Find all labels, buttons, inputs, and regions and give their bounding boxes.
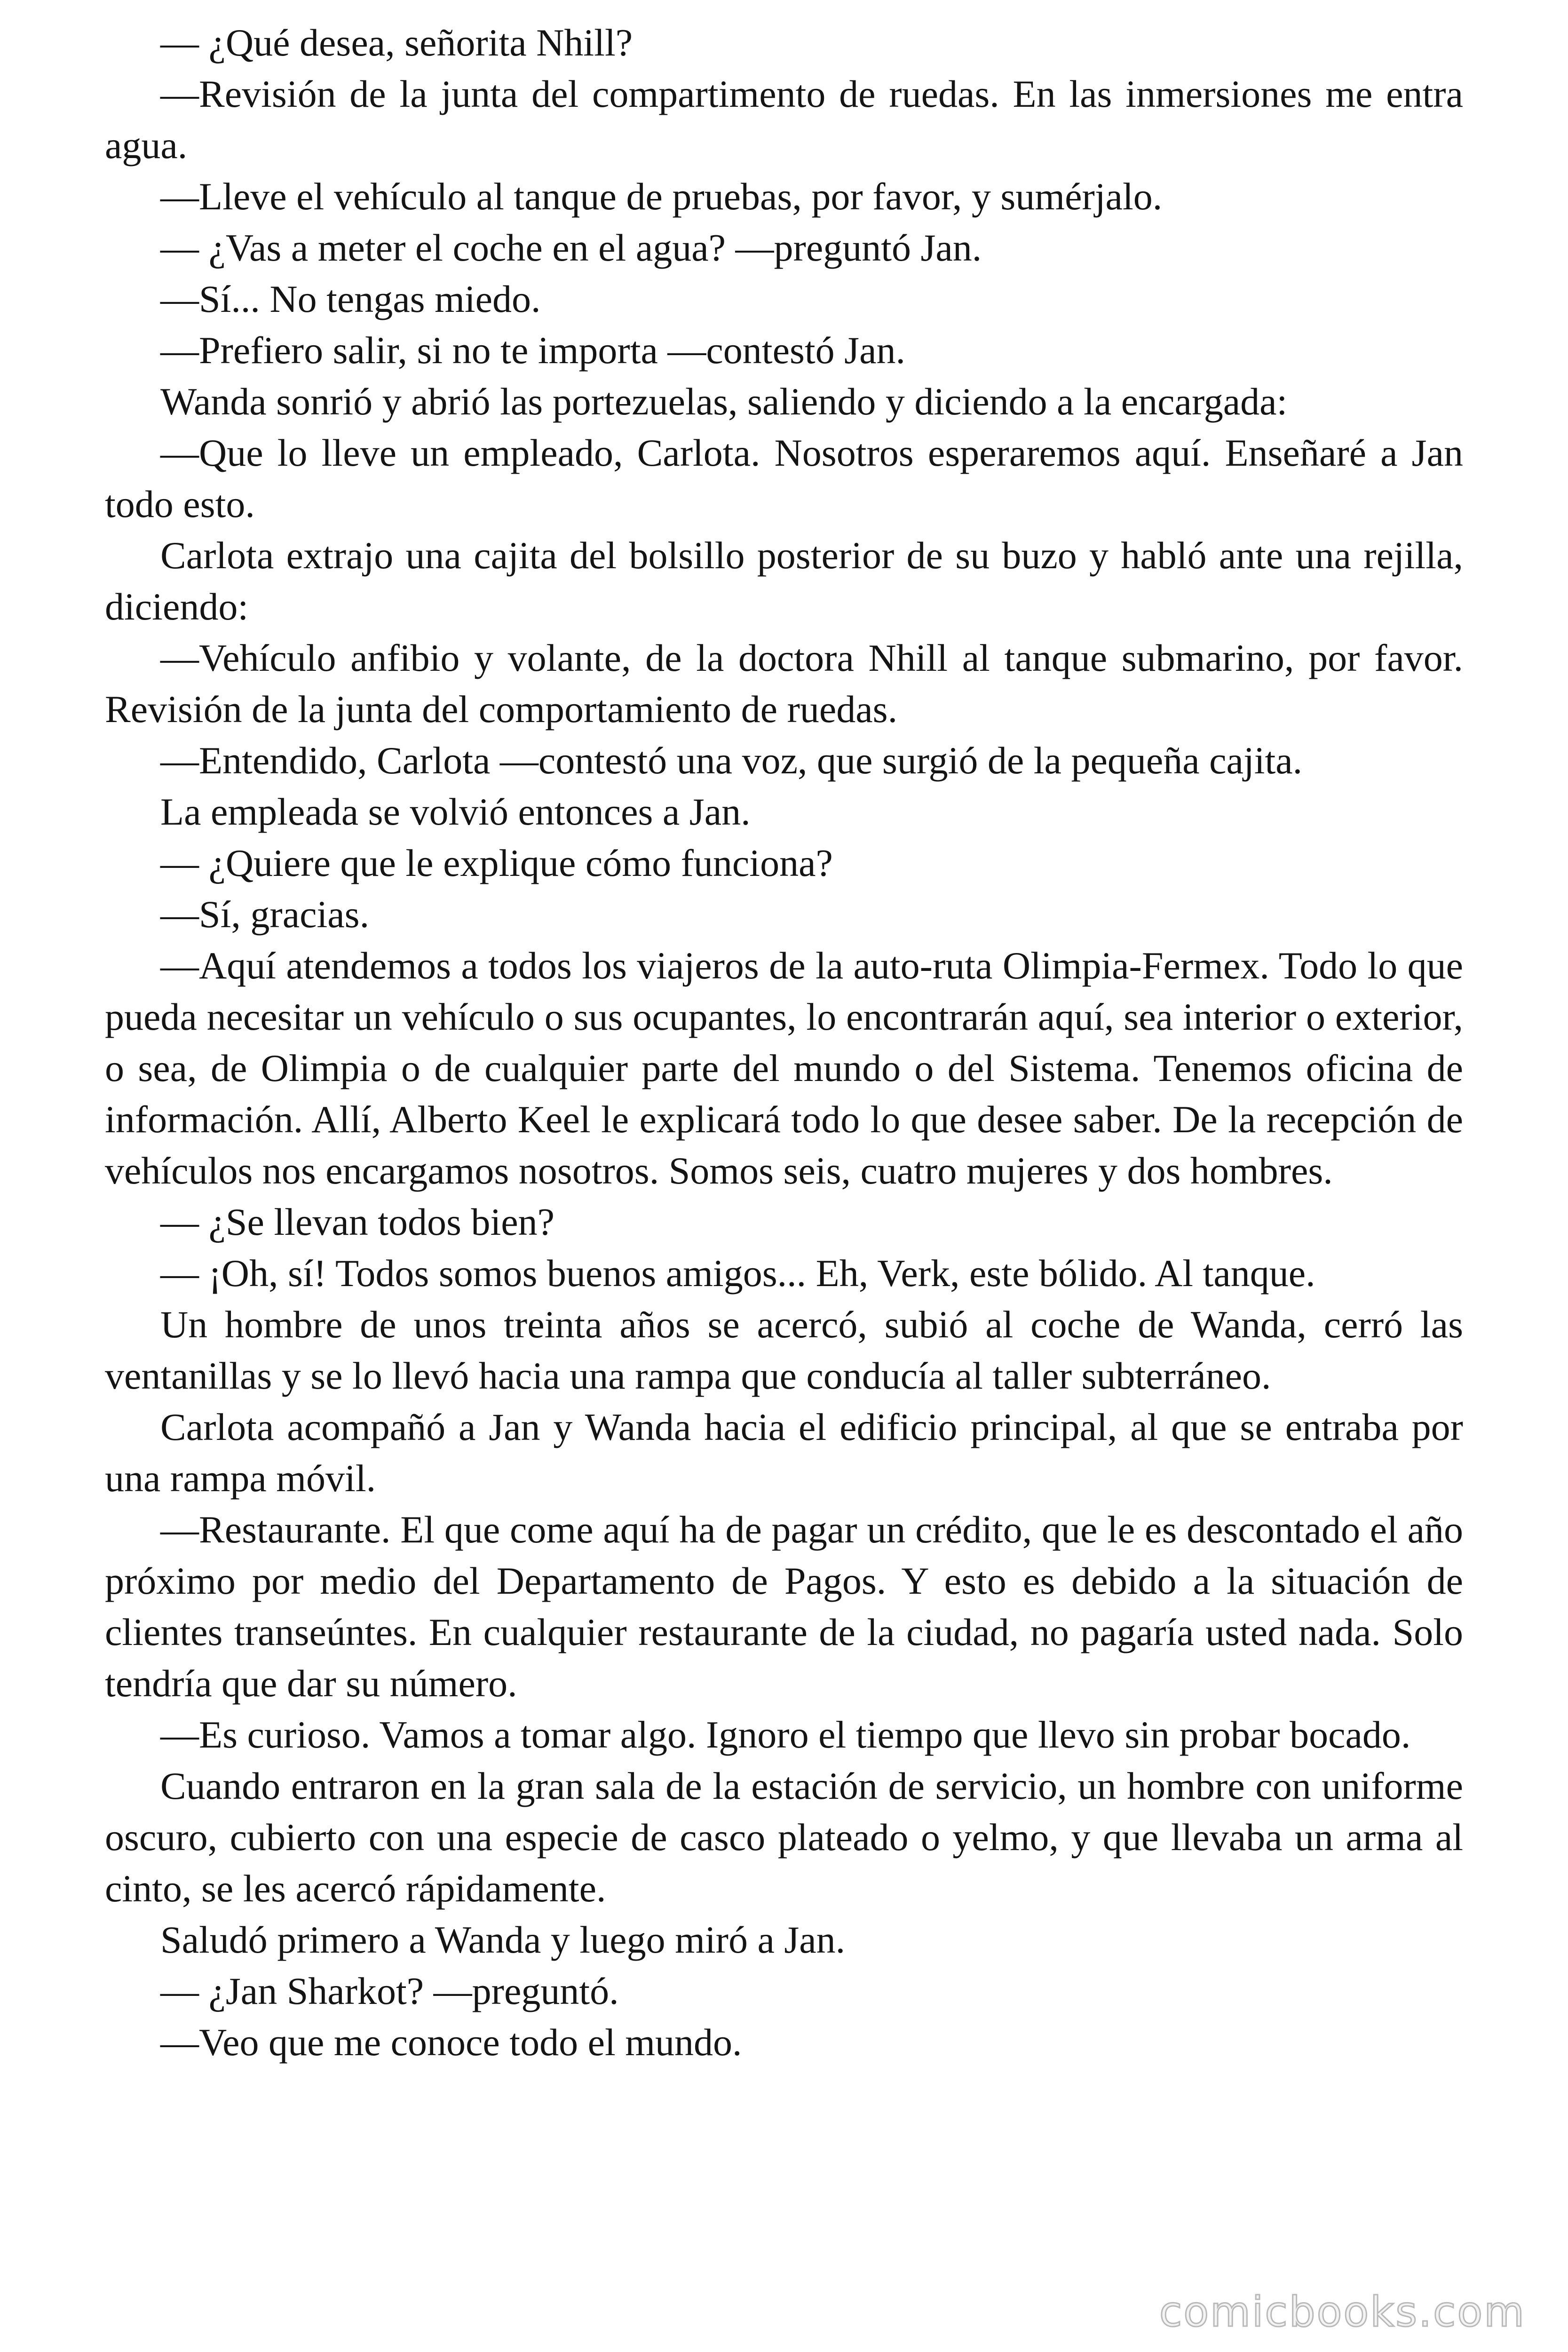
paragraph: —Vehículo anfibio y volante, de la doctora Nhill al tanque submarino, por favor. Revisión de la junta del comportamiento de ruedas. <box>105 636 1463 731</box>
paragraph: —Sí... No tengas miedo. <box>160 278 541 320</box>
paragraph: —Lleve el vehículo al tanque de pruebas, por favor, y sumérjalo. <box>160 175 1163 218</box>
paragraph: Cuando entraron en la gran sala de la estación de servicio, un hombre con uniforme oscuro, cubierto con una especie de casco plateado o yelmo, y que llevaba un arma al cinto, se les acercó rápidamente. <box>105 1764 1463 1910</box>
paragraph: Saludó primero a Wanda y luego miró a Jan. <box>160 1918 846 1961</box>
watermark-logo: comicbooks.com <box>1159 2288 1526 2336</box>
paragraph: —Que lo lleve un empleado, Carlota. Nosotros esperaremos aquí. Enseñaré a Jan todo esto. <box>105 431 1463 525</box>
paragraph: Wanda sonrió y abrió las portezuelas, saliendo y diciendo a la encargada: <box>160 380 1288 423</box>
paragraph: —Revisión de la junta del compartimento de ruedas. En las inmersiones me entra agua. <box>105 72 1463 167</box>
paragraph: Un hombre de unos treinta años se acercó, subió al coche de Wanda, cerró las ventanillas y se lo llevó hacia una rampa que conducía al taller subterráneo. <box>105 1303 1463 1397</box>
paragraph: — ¿Qué desea, señorita Nhill? <box>160 21 633 64</box>
paragraph: —Restaurante. El que come aquí ha de pagar un crédito, que le es descontado el año próximo por medio del Departamento de Pagos. Y esto es debido a la situación de clientes transeúntes. En cualquier restaurante de la ciudad, no pagaría usted nada. Solo tendría que dar su número. <box>105 1508 1463 1705</box>
paragraph: —Sí, gracias. <box>160 893 370 936</box>
paragraph: —Aquí atendemos a todos los viajeros de la auto-ruta Olimpia-Fermex. Todo lo que pueda necesitar un vehículo o sus ocupantes, lo encontrarán aquí, sea interior o exterior, o sea, de Olimpia o de cualquier parte del mundo o del Sistema. Tenemos oficina de información. Allí, Alberto Keel le explicará todo lo que desee saber. De la recepción de vehículos nos encargamos nosotros. Somos seis, cuatro mujeres y dos hombres. <box>105 944 1463 1192</box>
paragraph: —Veo que me conoce todo el mundo. <box>160 2021 742 2064</box>
paragraph: —Prefiero salir, si no te importa —contestó Jan. <box>160 329 905 372</box>
paragraph: Carlota extrajo una cajita del bolsillo posterior de su buzo y habló ante una rejilla, diciendo: <box>105 534 1463 628</box>
paragraph: — ¿Vas a meter el coche en el agua? —preguntó Jan. <box>160 226 982 269</box>
paragraph: —Es curioso. Vamos a tomar algo. Ignoro el tiempo que llevo sin probar bocado. <box>160 1713 1411 1756</box>
paragraph: La empleada se volvió entonces a Jan. <box>160 790 751 833</box>
paragraph: — ¡Oh, sí! Todos somos buenos amigos... Eh, Verk, este bólido. Al tanque. <box>160 1252 1315 1295</box>
paragraph: — ¿Jan Sharkot? —preguntó. <box>160 1970 619 2012</box>
paragraph: —Entendido, Carlota —contestó una voz, que surgió de la pequeña cajita. <box>160 739 1303 782</box>
page-text <box>105 17 1463 2068</box>
paragraph: Carlota acompañó a Jan y Wanda hacia el edificio principal, al que se entraba por una rampa móvil. <box>105 1406 1463 1500</box>
paragraph: — ¿Se llevan todos bien? <box>160 1200 555 1243</box>
paragraph: — ¿Quiere que le explique cómo funciona? <box>160 842 833 884</box>
